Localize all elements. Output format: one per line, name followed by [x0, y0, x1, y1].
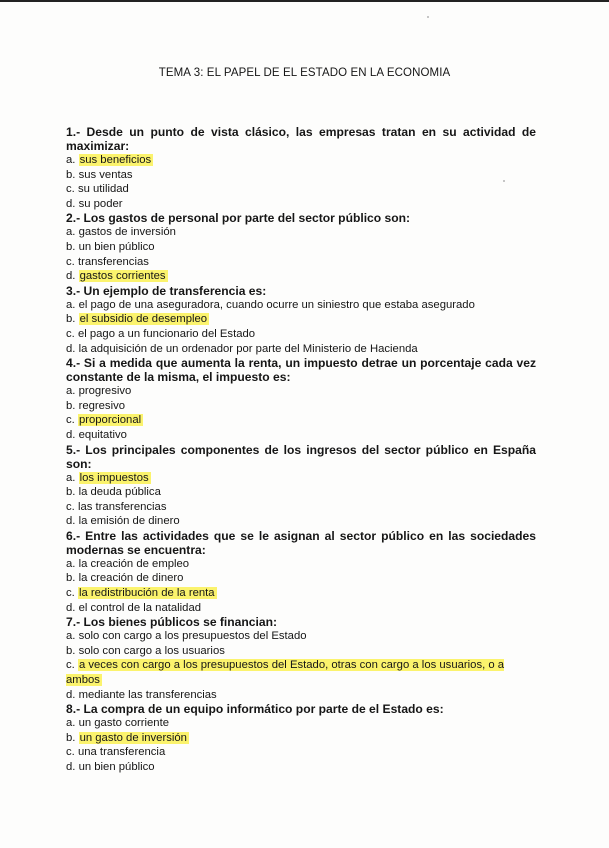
option-letter: a. [66, 154, 76, 166]
option-text-highlighted: el subsidio de desempleo [79, 313, 208, 326]
option-letter: c. [66, 500, 75, 513]
option-text: sus ventas [78, 168, 133, 181]
option-letter: a. [66, 717, 76, 730]
option-text: progresivo [78, 385, 132, 398]
option-text: solo con cargo a los presupuestos del Estado [78, 630, 307, 643]
option-text: equitativo [78, 428, 127, 441]
option-text: regresivo [78, 399, 126, 412]
question-2-option-b [66, 240, 536, 255]
question-3-option-a [66, 298, 536, 313]
question-5 [66, 443, 536, 529]
question-4-text: 4.- Si a medida que aumenta la renta, un impuesto detrae un porcentaje cada vez constante de la misma, el impuesto es: [66, 356, 536, 385]
question-8-option-a [66, 716, 536, 731]
option-letter: c. [66, 183, 75, 196]
option-text: la deuda pública [78, 486, 161, 499]
question-7-option-c [66, 658, 536, 687]
option-letter: d. [66, 197, 76, 210]
question-2-option-d [66, 269, 536, 284]
option-letter: c. [66, 587, 75, 600]
option-text: un bien público [78, 761, 155, 773]
option-letter: b. [66, 240, 76, 253]
question-1-option-c [66, 182, 536, 197]
question-6 [66, 529, 536, 615]
question-6-option-a [66, 557, 536, 572]
page-title: TEMA 3: EL PAPEL DE EL ESTADO EN LA ECONOMIA [158, 67, 451, 79]
option-letter: d. [66, 601, 76, 614]
option-text-highlighted: un gasto de inversión [79, 731, 187, 744]
question-8 [66, 702, 536, 774]
question-3-option-b [66, 312, 536, 327]
option-text-highlighted: a veces con cargo a los presupuestos del Estado, otras con cargo a los usuarios, o a ambos [66, 659, 505, 687]
question-1 [66, 125, 536, 211]
option-text: la creación de empleo [78, 557, 190, 570]
option-letter: d. [66, 761, 76, 773]
option-text: su utilidad [77, 183, 129, 196]
question-8-option-b [66, 731, 536, 746]
question-7-option-b [66, 644, 536, 659]
question-4-option-d [66, 428, 536, 443]
option-text: mediante las transferencias [78, 688, 217, 701]
question-5-text: 5.- Los principales componentes de los ingresos del sector público en España son: [66, 442, 536, 471]
option-letter: d. [66, 428, 76, 441]
option-letter: c. [66, 659, 75, 672]
question-1-option-b [66, 168, 536, 183]
option-letter: a. [66, 557, 76, 570]
page-top-edge [0, 0, 609, 2]
option-letter: b. [66, 572, 76, 585]
option-text: transferencias [77, 255, 149, 268]
option-text: el pago de una aseguradora, cuando ocurre un siniestro que estaba asegurado [78, 298, 475, 311]
option-letter: b. [66, 168, 76, 181]
option-letter: d. [66, 688, 76, 701]
option-text: solo con cargo a los usuarios [78, 644, 225, 657]
question-8-text: 8.- La compra de un equipo informático por parte de el Estado es: [66, 702, 444, 717]
question-6-text: 6.- Entre las actividades que se le asignan al sector público en las sociedades modernas se encuentra: [66, 528, 536, 557]
option-letter: d. [66, 342, 76, 355]
option-letter: b. [66, 644, 76, 657]
question-7-option-d [66, 688, 536, 703]
question-7 [66, 615, 536, 702]
option-text-highlighted: gastos corrientes [79, 270, 166, 283]
question-2 [66, 211, 536, 283]
question-3 [66, 284, 536, 356]
option-text: el pago a un funcionario del Estado [77, 327, 256, 340]
option-letter: b. [66, 313, 76, 326]
option-letter: b. [66, 399, 76, 412]
question-1-text: 1.- Desde un punto de vista clásico, las empresas tratan en su actividad de maximizar: [66, 125, 536, 153]
option-letter: c. [66, 746, 75, 759]
question-8-option-c [66, 745, 536, 760]
option-letter: d. [66, 270, 76, 283]
question-4-option-b [66, 399, 536, 414]
question-7-option-a [66, 629, 536, 644]
option-letter: b. [66, 731, 76, 744]
question-6-option-b [66, 571, 536, 586]
option-letter: a. [66, 471, 76, 484]
option-text-highlighted: los impuestos [79, 471, 149, 484]
question-4-option-c [66, 413, 536, 428]
question-5-option-d [66, 514, 536, 529]
question-4 [66, 356, 536, 442]
option-text: su poder [78, 197, 123, 210]
option-letter: a. [66, 385, 76, 398]
option-text: la emisión de dinero [78, 515, 180, 528]
question-2-option-a [66, 225, 536, 240]
question-5-option-b [66, 485, 536, 500]
question-1-option-d [66, 197, 536, 212]
question-3-text: 3.- Un ejemplo de transferencia es: [66, 283, 267, 298]
question-list [66, 125, 536, 775]
option-text-highlighted: la redistribución de la renta [78, 587, 215, 600]
option-text: un gasto corriente [78, 717, 169, 730]
option-text: una transferencia [77, 746, 166, 759]
scan-speck [427, 16, 429, 18]
question-3-option-d [66, 342, 536, 357]
question-1-option-a [66, 153, 536, 168]
question-2-option-c [66, 255, 536, 270]
option-letter: a. [66, 226, 76, 239]
option-letter: c. [66, 327, 75, 340]
option-text-highlighted: sus beneficios [79, 154, 152, 166]
option-letter: b. [66, 486, 76, 499]
option-letter: a. [66, 298, 76, 311]
option-text: el control de la natalidad [78, 601, 202, 614]
question-5-option-a [66, 471, 536, 486]
option-letter: c. [66, 414, 75, 427]
question-7-text: 7.- Los bienes públicos se financian: [66, 615, 278, 630]
option-text-highlighted: proporcional [78, 414, 142, 427]
option-text: la creación de dinero [78, 572, 184, 585]
question-2-text: 2.- Los gastos de personal por parte del sector público son: [66, 211, 411, 226]
option-text: las transferencias [77, 500, 167, 513]
question-3-option-c [66, 327, 536, 342]
option-letter: c. [66, 255, 75, 268]
question-5-option-c [66, 500, 536, 515]
question-6-option-c [66, 586, 536, 601]
question-4-option-a [66, 384, 536, 399]
option-text: la adquisición de un ordenador por parte del Ministerio de Hacienda [78, 342, 418, 355]
option-letter: a. [66, 630, 76, 643]
question-8-option-d [66, 760, 536, 775]
question-6-option-d [66, 601, 536, 616]
option-letter: d. [66, 515, 76, 528]
option-text: un bien público [78, 240, 155, 253]
option-text: gastos de inversión [78, 226, 176, 239]
